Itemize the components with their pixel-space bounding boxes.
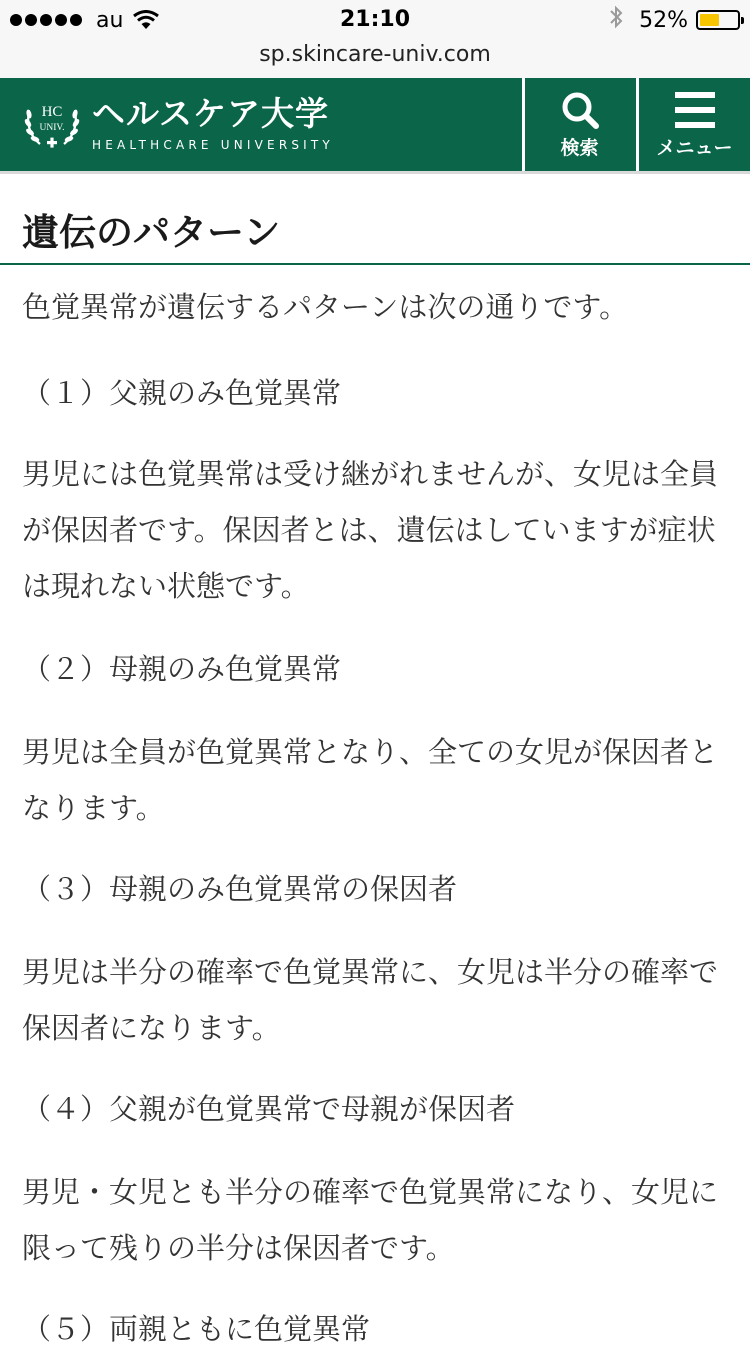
section-body-1: 男児には色覚異常は受け継がれませんが、女児は全員が保因者です。保因者とは、遺伝はしていますが症状は現れない状態です。 bbox=[22, 457, 719, 603]
carrier-name: au bbox=[96, 7, 124, 33]
menu-button[interactable] bbox=[636, 78, 750, 171]
logo-subtitle: HEALTHCARE UNIVERSITY bbox=[92, 138, 334, 152]
site-logo[interactable] bbox=[20, 92, 334, 156]
emblem-univ: UNIV. bbox=[39, 123, 65, 133]
article-title: 遺伝のパターン bbox=[0, 171, 750, 265]
search-icon bbox=[525, 88, 634, 132]
search-button-label: 検索 bbox=[560, 137, 599, 159]
hamburger-menu-icon bbox=[639, 88, 750, 132]
laurel-emblem-icon bbox=[20, 92, 84, 156]
search-button[interactable] bbox=[522, 78, 634, 171]
section-heading-5: （５）両親ともに色覚異常 bbox=[22, 1312, 371, 1346]
battery-percent: 52% bbox=[639, 7, 688, 33]
site-header bbox=[0, 78, 750, 174]
address-bar[interactable] bbox=[0, 40, 750, 78]
section-heading-1: （１）父親のみ色覚異常 bbox=[22, 376, 342, 410]
status-right bbox=[609, 6, 740, 34]
emblem-hc: HC bbox=[41, 104, 63, 120]
menu-button-label: メニュー bbox=[656, 137, 733, 159]
clock: 21:10 bbox=[339, 7, 411, 32]
section-heading-2: （２）母親のみ色覚異常 bbox=[22, 652, 342, 686]
url-text[interactable]: sp.skincare-univ.com bbox=[259, 42, 491, 67]
intro-paragraph: 色覚異常が遺伝するパターンは次の通りです。 bbox=[22, 290, 629, 324]
section-body-3: 男児は半分の確率で色覚異常に、女児は半分の確率で保因者になります。 bbox=[22, 955, 719, 1045]
battery-icon bbox=[696, 10, 740, 30]
battery-level bbox=[700, 14, 719, 26]
bluetooth-icon bbox=[609, 5, 623, 35]
section-heading-4: （４）父親が色覚異常で母親が保因者 bbox=[22, 1092, 516, 1126]
section-body-4: 男児・女児とも半分の確率で色覚異常になり、女児に限って残りの半分は保因者です。 bbox=[22, 1175, 719, 1265]
article bbox=[0, 171, 750, 1346]
section-body-2: 男児は全員が色覚異常となり、全ての女児が保因者となります。 bbox=[22, 735, 719, 825]
logo-text bbox=[92, 95, 334, 153]
status-bar bbox=[0, 0, 750, 40]
section-heading-3: （３）母親のみ色覚異常の保因者 bbox=[22, 872, 458, 906]
logo-title: ヘルスケア大学 bbox=[92, 94, 330, 133]
